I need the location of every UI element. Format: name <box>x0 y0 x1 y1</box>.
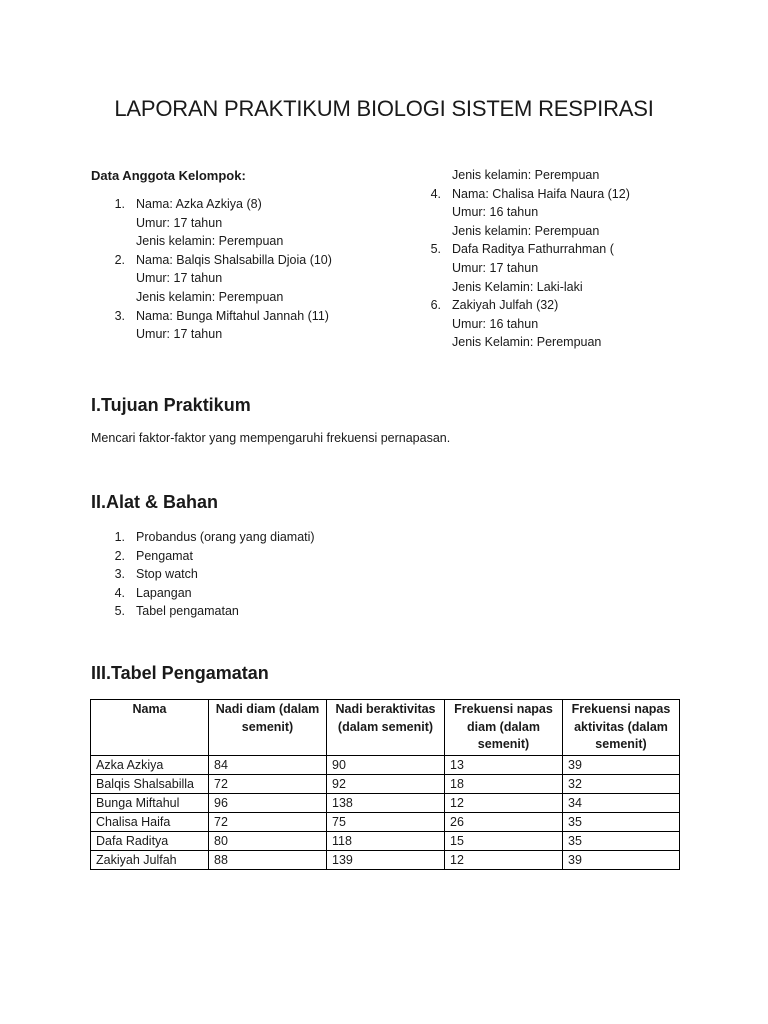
table-cell-name: Chalisa Haifa <box>91 812 209 831</box>
list-item-text: Jenis Kelamin: Perempuan <box>452 335 602 350</box>
list-item-text: Nama: Chalisa Haifa Naura (12) <box>452 186 630 201</box>
table-cell-value: 90 <box>327 755 445 774</box>
table-header-row <box>91 700 680 756</box>
table-cell-value: 80 <box>209 831 327 850</box>
tujuan-text: Mencari faktor-faktor yang mempengaruhi frekuensi pernapasan. <box>91 431 451 445</box>
table-cell-name: Bunga Miftahul <box>91 793 209 812</box>
list-item-text: Jenis Kelamin: Laki-laki <box>452 279 583 294</box>
table-cell-name: Dafa Raditya <box>91 831 209 850</box>
members-heading: Data Anggota Kelompok: <box>91 168 246 183</box>
table-row <box>91 831 680 850</box>
table-cell-name: Zakiyah Julfah <box>91 850 209 869</box>
list-item-text: Umur: 16 tahun <box>452 205 539 220</box>
list-item-text: Umur: 17 tahun <box>452 261 539 275</box>
table-cell-value: 75 <box>327 812 445 831</box>
list-item-text: Jenis kelamin: Perempuan <box>136 234 284 249</box>
list-item-text: Umur: 17 tahun <box>136 215 223 230</box>
list-item-text: Tabel pengamatan <box>136 604 239 619</box>
column-header: Frekuensi napas aktivitas (dalam semenit) <box>563 700 680 756</box>
table-cell-value: 13 <box>445 755 563 774</box>
column-header: Nadi diam (dalam semenit) <box>209 700 327 756</box>
table-cell-value: 88 <box>209 850 327 869</box>
list-item-text: Umur: 16 tahun <box>452 316 539 331</box>
list-item-text: Pengamat <box>136 548 193 563</box>
table-cell-value: 26 <box>445 812 563 831</box>
table-row <box>91 755 680 774</box>
list-item-number: 1. <box>114 197 125 211</box>
list-item-number: 3. <box>114 308 125 323</box>
table-cell-value: 138 <box>327 793 445 812</box>
table-cell-value: 118 <box>327 831 445 850</box>
table-cell-value: 12 <box>445 850 563 869</box>
table-cell-value: 35 <box>563 831 680 850</box>
list-item-number: 2. <box>114 252 125 267</box>
table-cell-value: 72 <box>209 812 327 831</box>
table-cell-value: 32 <box>563 774 680 793</box>
list-item-text: Jenis kelamin: Perempuan <box>452 223 600 238</box>
list-item-text: Nama: Bunga Miftahul Jannah (11) <box>136 308 329 323</box>
table-cell-value: 15 <box>445 831 563 850</box>
table-cell-value: 12 <box>445 793 563 812</box>
table-cell-value: 72 <box>209 774 327 793</box>
table-cell-value: 34 <box>563 793 680 812</box>
list-item-number: 1. <box>114 530 125 544</box>
table-cell-value: 96 <box>209 793 327 812</box>
table-row <box>91 793 680 812</box>
column-header: Nama <box>91 700 209 756</box>
section-heading-tujuan: I.Tujuan Praktikum <box>91 395 251 415</box>
list-item-number: 3. <box>114 567 125 582</box>
list-item-number: 5. <box>114 604 125 619</box>
table-cell-value: 39 <box>563 755 680 774</box>
section-heading-alat: II.Alat & Bahan <box>91 492 219 512</box>
table-row <box>91 812 680 831</box>
table-cell-value: 18 <box>445 774 563 793</box>
column-header: Frekuensi napas diam (dalam semenit) <box>445 700 563 756</box>
list-item-text: Probandus (orang yang diamati) <box>136 530 315 544</box>
table-cell-value: 39 <box>563 850 680 869</box>
list-item-text: Zakiyah Julfah (32) <box>452 298 559 313</box>
report-title: LAPORAN PRAKTIKUM BIOLOGI SISTEM RESPIRASI <box>114 96 654 121</box>
table-row <box>91 774 680 793</box>
table-cell-name: Balqis Shalsabilla <box>91 774 209 793</box>
list-item-text: Stop watch <box>136 567 198 582</box>
column-header: Nadi beraktivitas (dalam semenit) <box>327 700 445 756</box>
table-cell-name: Azka Azkiya <box>91 755 209 774</box>
table-cell-value: 139 <box>327 850 445 869</box>
table-cell-value: 35 <box>563 812 680 831</box>
list-item-text: Lapangan <box>136 585 192 600</box>
table-row <box>91 850 680 869</box>
table-cell-value: 84 <box>209 755 327 774</box>
list-item-text: Umur: 17 tahun <box>136 271 223 286</box>
list-item-text: Jenis kelamin: Perempuan <box>136 290 284 304</box>
list-item-text: Dafa Raditya Fathurrahman ( <box>452 242 614 257</box>
list-item-number: 6. <box>430 298 441 313</box>
section-heading-tabel: III.Tabel Pengamatan <box>91 663 269 683</box>
list-item-text: Umur: 17 tahun <box>136 327 223 342</box>
list-item-number: 5. <box>430 242 441 257</box>
list-item-text: Jenis kelamin: Perempuan <box>452 168 600 182</box>
list-item-text: Nama: Balqis Shalsabilla Djoia (10) <box>136 252 332 267</box>
observation-table <box>90 699 680 870</box>
list-item-text: Nama: Azka Azkiya (8) <box>136 197 262 211</box>
list-item-number: 2. <box>114 548 125 563</box>
list-item-number: 4. <box>114 585 125 600</box>
table-cell-value: 92 <box>327 774 445 793</box>
list-item-number: 4. <box>430 186 441 201</box>
